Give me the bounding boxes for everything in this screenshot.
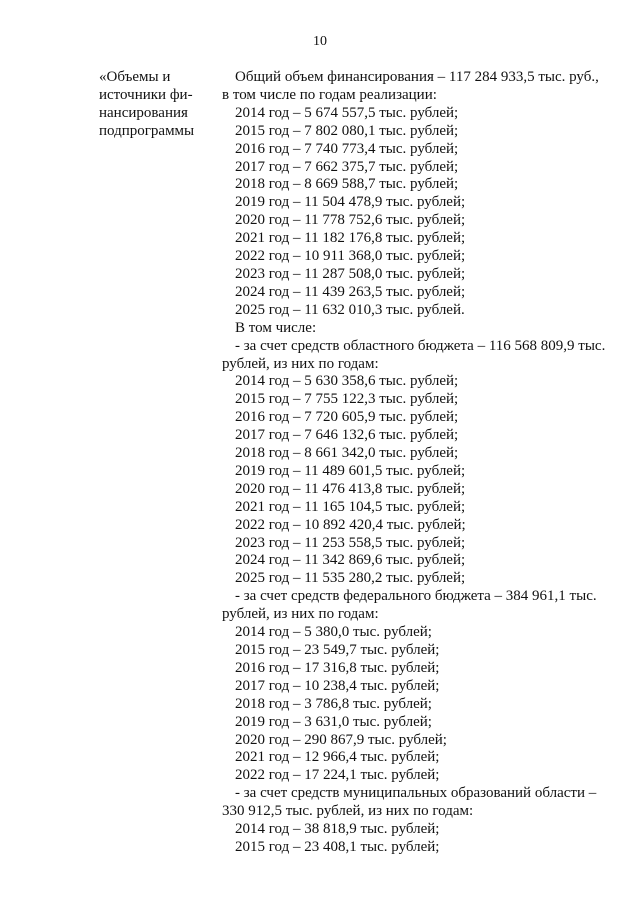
source-line: - за счет средств федерального бюджета – 384 961,1 тыс. [235,588,597,605]
year-entry: 2017 год – 7 662 375,7 тыс. рублей; [235,158,459,175]
source-line: - за счет средств областного бюджета – 116 568 809,9 тыс. [235,337,606,354]
year-entry: 2017 год – 7 646 132,6 тыс. рублей; [235,427,459,444]
year-entry: 2020 год – 290 867,9 тыс. рублей; [235,731,447,748]
section-heading [99,69,219,141]
year-entry: 2020 год – 11 476 413,8 тыс. рублей; [235,480,466,497]
year-entry: 2025 год – 11 632 010,3 тыс. рублей. [235,301,465,318]
year-entry: 2018 год – 3 786,8 тыс. рублей; [235,695,432,712]
year-entry: 2014 год – 5 380,0 тыс. рублей; [235,624,432,641]
year-entry: 2017 год – 10 238,4 тыс. рублей; [235,677,440,694]
year-entry: 2018 год – 8 661 342,0 тыс. рублей; [235,445,459,462]
year-entry: 2024 год – 11 342 869,6 тыс. рублей; [235,552,466,569]
source-line: рублей, из них по годам: [222,355,379,372]
year-entry: 2014 год – 5 630 358,6 тыс. рублей; [235,373,459,390]
regional-budget-section [222,338,622,589]
year-entry: 2023 год – 11 253 558,5 тыс. рублей; [235,534,466,551]
year-entry: 2016 год – 7 720 605,9 тыс. рублей; [235,409,459,426]
year-entry: 2022 год – 17 224,1 тыс. рублей; [235,767,440,784]
including-label: В том числе: [235,319,317,336]
year-entry: 2022 год – 10 911 368,0 тыс. рублей; [235,248,466,265]
heading-line: подпрограммы [99,122,195,139]
year-entry: 2021 год – 11 182 176,8 тыс. рублей; [235,230,466,247]
intro-line: Общий объем финансирования – 117 284 933,5 тыс. руб., [235,69,599,85]
year-entry: 2019 год – 11 489 601,5 тыс. рублей; [235,462,466,479]
year-entry: 2021 год – 11 165 104,5 тыс. рублей; [235,498,466,515]
year-entry: 2016 год – 17 316,8 тыс. рублей; [235,659,440,676]
year-entry: 2015 год – 23 408,1 тыс. рублей; [235,838,440,855]
year-entry: 2014 год – 38 818,9 тыс. рублей; [235,821,440,838]
year-entry: 2015 год – 7 755 122,3 тыс. рублей; [235,391,459,408]
year-entry: 2025 год – 11 535 280,2 тыс. рублей; [235,570,466,587]
total-year-list [222,105,622,320]
municipal-budget-section [222,785,622,857]
heading-line: «Объемы и [99,69,171,85]
year-entry: 2019 год – 3 631,0 тыс. рублей; [235,713,432,730]
source-line: 330 912,5 тыс. рублей, из них по годам: [222,803,474,820]
year-entry: 2015 год – 23 549,7 тыс. рублей; [235,642,440,658]
year-entry: 2022 год – 10 892 420,4 тыс. рублей; [235,516,466,533]
year-entry: 2023 год – 11 287 508,0 тыс. рублей; [235,265,466,282]
intro-line: в том числе по годам реализации: [222,86,437,103]
source-line: - за счет средств муниципальных образований области – [235,785,597,802]
heading-line: источники фи- [99,86,193,103]
page-number: 10 [313,34,327,49]
year-entry: 2014 год – 5 674 557,5 тыс. рублей; [235,104,459,121]
year-entry: 2019 год – 11 504 478,9 тыс. рублей; [235,194,466,211]
year-entry: 2018 год – 8 669 588,7 тыс. рублей; [235,176,459,193]
financing-details [222,69,622,857]
source-line: рублей, из них по годам: [222,606,379,623]
year-entry: 2016 год – 7 740 773,4 тыс. рублей; [235,140,459,157]
year-entry: 2021 год – 12 966,4 тыс. рублей; [235,749,440,766]
federal-budget-section [222,588,622,785]
year-entry: 2020 год – 11 778 752,6 тыс. рублей; [235,212,466,229]
year-entry: 2015 год – 7 802 080,1 тыс. рублей; [235,122,459,139]
heading-line: нансирования [99,104,188,121]
year-entry: 2024 год – 11 439 263,5 тыс. рублей; [235,283,466,300]
